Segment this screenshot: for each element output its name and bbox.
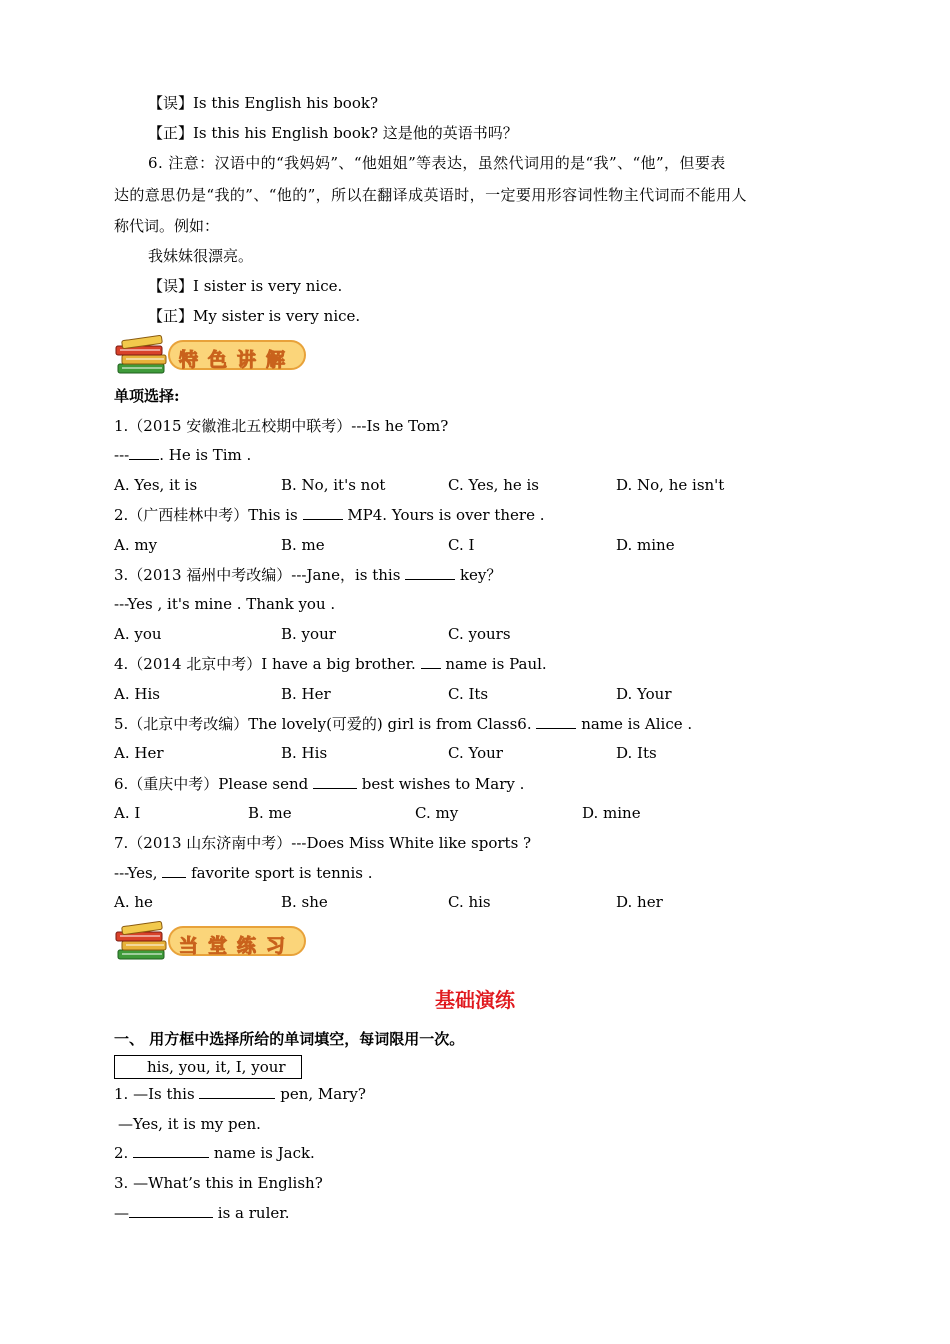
practice-item-2: 2. name is Jack. <box>114 1144 315 1162</box>
answer-blank <box>536 714 576 729</box>
section-banner-practice <box>114 920 310 964</box>
answer-blank <box>313 774 357 789</box>
question-6: 6.（重庆中考）Please send best wishes to Mary . <box>114 775 525 793</box>
books-icon <box>114 334 178 378</box>
option: B. she <box>281 893 328 911</box>
option: C. I <box>448 536 475 554</box>
option: B. No, it's not <box>281 476 386 494</box>
answer-blank <box>129 445 159 460</box>
answer-blank <box>421 654 441 669</box>
option: B. me <box>248 804 292 822</box>
option: B. your <box>281 625 336 643</box>
option: D. Its <box>616 744 657 762</box>
question-2: 2.（广西桂林中考）This is MP4. Yours is over there . <box>114 506 545 524</box>
option: B. me <box>281 536 325 554</box>
word-box: his, you, it, I, your <box>114 1055 302 1079</box>
question-4: 4.（2014 北京中考）I have a big brother. name is Paul. <box>114 655 547 673</box>
banner-label: 特色讲解 <box>168 340 306 370</box>
note-line-2: 达的意思仍是“我的”、“他的”，所以在翻译成英语时，一定要用形容词性物主代词而不能用人 <box>114 186 747 204</box>
question-3-reply: ---Yes , it's mine . Thank you . <box>114 595 336 613</box>
books-icon <box>114 920 178 964</box>
option: A. he <box>114 893 153 911</box>
right-example-2: 【正】My sister is very nice. <box>148 307 361 325</box>
option: A. you <box>114 625 162 643</box>
option: A. Her <box>114 744 164 762</box>
option: C. Yes, he is <box>448 476 539 494</box>
question-1-answer-line: --- . He is Tim . <box>114 446 252 464</box>
wrong-example-2: 【误】I sister is very nice. <box>148 277 343 295</box>
question-5: 5.（北京中考改编）The lovely(可爱的) girl is from Class6. name is Alice . <box>114 715 693 733</box>
answer-blank <box>405 565 455 580</box>
option: A. Yes, it is <box>114 476 198 494</box>
option: A. His <box>114 685 160 703</box>
note-line-3: 称代词。例如： <box>114 217 220 235</box>
option: D. her <box>616 893 663 911</box>
answer-blank <box>303 505 343 520</box>
option: D. mine <box>582 804 641 822</box>
option: A. I <box>114 804 141 822</box>
practice-item-3-reply: — is a ruler. <box>114 1204 290 1222</box>
note-line-1: 6. 注意：汉语中的“我妈妈”、“他姐姐”等表达，虽然代词用的是“我”、“他”，但要表 <box>148 154 726 172</box>
right-example-1: 【正】Is this his English book? 这是他的英语书吗？ <box>148 124 518 142</box>
option: D. No, he isn't <box>616 476 725 494</box>
option: B. His <box>281 744 328 762</box>
banner-label: 当堂练习 <box>168 926 306 956</box>
option: C. Its <box>448 685 489 703</box>
example-sentence: 我妹妹很漂亮。 <box>148 247 254 265</box>
question-7: 7.（2013 山东济南中考）---Does Miss White like sports ? <box>114 834 532 852</box>
practice-item-1: 1. —Is this pen, Mary? <box>114 1085 366 1103</box>
practice-title: 基础演练 <box>435 988 515 1012</box>
answer-blank <box>162 863 186 878</box>
question-1: 1.（2015 安徽淮北五校期中联考）---Is he Tom? <box>114 417 449 435</box>
option: A. my <box>114 536 158 554</box>
mc-heading: 单项选择: <box>114 387 180 405</box>
option: C. my <box>415 804 459 822</box>
section-banner-features <box>114 334 310 378</box>
option: B. Her <box>281 685 331 703</box>
option: C. yours <box>448 625 511 643</box>
question-7-answer-line: ---Yes, favorite sport is tennis . <box>114 864 373 882</box>
answer-blank <box>133 1143 209 1158</box>
practice-item-1-reply: —Yes, it is my pen. <box>118 1115 261 1133</box>
answer-blank <box>199 1084 275 1099</box>
option: D. Your <box>616 685 672 703</box>
part-1-heading: 一、 用方框中选择所给的单词填空，每词限用一次。 <box>114 1030 465 1048</box>
option: C. Your <box>448 744 503 762</box>
option: D. mine <box>616 536 675 554</box>
question-3: 3.（2013 福州中考改编）---Jane，is this key？ <box>114 566 502 584</box>
wrong-example-1: 【误】Is this English his book? <box>148 94 378 112</box>
answer-blank <box>129 1203 213 1218</box>
practice-item-3: 3. —What’s this in English? <box>114 1174 323 1192</box>
option: C. his <box>448 893 491 911</box>
